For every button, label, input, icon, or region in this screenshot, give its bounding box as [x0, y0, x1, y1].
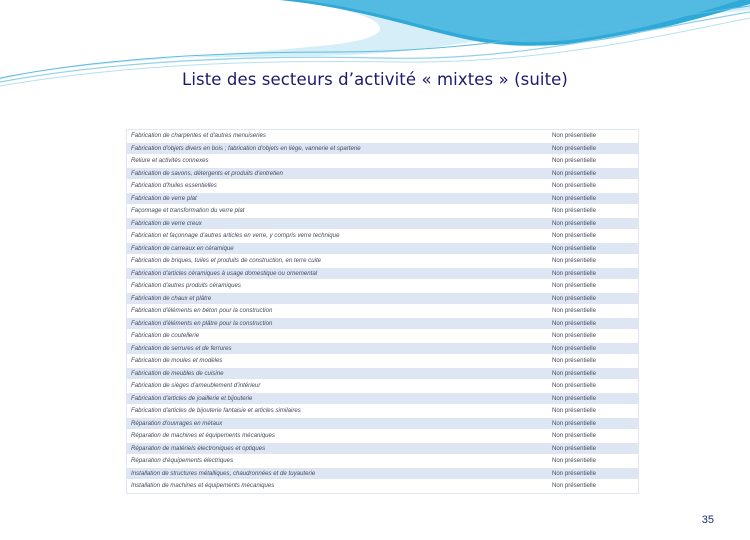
status-cell: Non présentielle	[546, 305, 638, 318]
sector-cell: Fabrication de briques, tuiles et produits de construction, en terre cuite	[127, 255, 546, 268]
table-row	[127, 217, 638, 230]
table-row	[127, 455, 638, 468]
table-row	[127, 442, 638, 455]
sector-cell: Réparation d'ouvrages en métaux	[127, 417, 546, 430]
sector-cell: Fabrication de chaux et plâtre	[127, 292, 546, 305]
table-row	[127, 292, 638, 305]
sector-cell: Fabrication de coutellerie	[127, 330, 546, 343]
table-row	[127, 267, 638, 280]
status-cell: Non présentielle	[546, 367, 638, 380]
table-row	[127, 192, 638, 205]
status-cell: Non présentielle	[546, 292, 638, 305]
sector-cell: Fabrication de verre creux	[127, 217, 546, 230]
table-row	[127, 142, 638, 155]
status-cell: Non présentielle	[546, 355, 638, 368]
sector-cell: Réparation de matériels électroniques et optiques	[127, 442, 546, 455]
table-row	[127, 205, 638, 218]
table-row	[127, 355, 638, 368]
status-cell: Non présentielle	[546, 455, 638, 468]
sector-cell: Fabrication de carreaux en céramique	[127, 242, 546, 255]
table-row	[127, 155, 638, 168]
sector-cell: Réparation de machines et équipements mécaniques	[127, 430, 546, 443]
sectors-table	[126, 129, 639, 494]
table-row	[127, 367, 638, 380]
status-cell: Non présentielle	[546, 167, 638, 180]
sector-cell: Fabrication de sièges d'ameublement d'intérieur	[127, 380, 546, 393]
status-cell: Non présentielle	[546, 480, 638, 493]
status-cell: Non présentielle	[546, 205, 638, 218]
sector-cell: Fabrication de serrures et de ferrures	[127, 342, 546, 355]
sector-cell: Fabrication de charpentes et d'autres menuiseries	[127, 130, 546, 142]
table-row	[127, 317, 638, 330]
sector-cell: Reliure et activités connexes	[127, 155, 546, 168]
sector-cell: Fabrication d'articles de joaillerie et bijouterie	[127, 392, 546, 405]
sector-cell: Fabrication de verre plat	[127, 192, 546, 205]
table-row	[127, 330, 638, 343]
sector-cell: Fabrication de moules et modèles	[127, 355, 546, 368]
table-row	[127, 342, 638, 355]
status-cell: Non présentielle	[546, 430, 638, 443]
table-row	[127, 380, 638, 393]
sector-cell: Fabrication d'huiles essentielles	[127, 180, 546, 193]
sector-cell: Fabrication d'articles de bijouterie fantaisie et articles similaires	[127, 405, 546, 418]
status-cell: Non présentielle	[546, 130, 638, 142]
table-row	[127, 242, 638, 255]
table-row	[127, 430, 638, 443]
table-row	[127, 305, 638, 318]
table-row	[127, 255, 638, 268]
table-row	[127, 167, 638, 180]
sector-cell: Façonnage et transformation du verre plat	[127, 205, 546, 218]
status-cell: Non présentielle	[546, 380, 638, 393]
table-row	[127, 467, 638, 480]
status-cell: Non présentielle	[546, 392, 638, 405]
sector-cell: Fabrication d'articles céramiques à usage domestique ou ornemental	[127, 267, 546, 280]
page-number: 35	[701, 514, 714, 526]
sector-cell: Fabrication de meubles de cuisine	[127, 367, 546, 380]
sector-cell: Installation de machines et équipements mécaniques	[127, 480, 546, 493]
sector-cell: Fabrication et façonnage d'autres articles en verre, y compris verre technique	[127, 230, 546, 243]
sector-cell: Fabrication d'objets divers en bois ; fabrication d'objets en liège, vannerie et sparterie	[127, 142, 546, 155]
table-row	[127, 130, 638, 142]
sector-cell: Fabrication d'éléments en plâtre pour la construction	[127, 317, 546, 330]
table-row	[127, 417, 638, 430]
status-cell: Non présentielle	[546, 192, 638, 205]
table-row	[127, 392, 638, 405]
status-cell: Non présentielle	[546, 330, 638, 343]
status-cell: Non présentielle	[546, 217, 638, 230]
sectors-table-body	[127, 130, 638, 492]
status-cell: Non présentielle	[546, 267, 638, 280]
sector-cell: Réparation d'équipements électriques	[127, 455, 546, 468]
sector-cell: Fabrication de savons, détergents et produits d'entretien	[127, 167, 546, 180]
status-cell: Non présentielle	[546, 405, 638, 418]
status-cell: Non présentielle	[546, 155, 638, 168]
status-cell: Non présentielle	[546, 280, 638, 293]
status-cell: Non présentielle	[546, 142, 638, 155]
table-row	[127, 180, 638, 193]
status-cell: Non présentielle	[546, 467, 638, 480]
status-cell: Non présentielle	[546, 317, 638, 330]
sector-cell: Fabrication d'autres produits céramiques	[127, 280, 546, 293]
status-cell: Non présentielle	[546, 242, 638, 255]
status-cell: Non présentielle	[546, 417, 638, 430]
sector-cell: Fabrication d'éléments en béton pour la construction	[127, 305, 546, 318]
status-cell: Non présentielle	[546, 342, 638, 355]
status-cell: Non présentielle	[546, 442, 638, 455]
status-cell: Non présentielle	[546, 255, 638, 268]
table-row	[127, 480, 638, 493]
status-cell: Non présentielle	[546, 180, 638, 193]
table-row	[127, 280, 638, 293]
table-row	[127, 405, 638, 418]
sector-cell: Installation de structures métalliques, chaudronnées et de tuyauterie	[127, 467, 546, 480]
slide-title: Liste des secteurs d’activité « mixtes » (suite)	[182, 70, 568, 89]
status-cell: Non présentielle	[546, 230, 638, 243]
table-row	[127, 230, 638, 243]
